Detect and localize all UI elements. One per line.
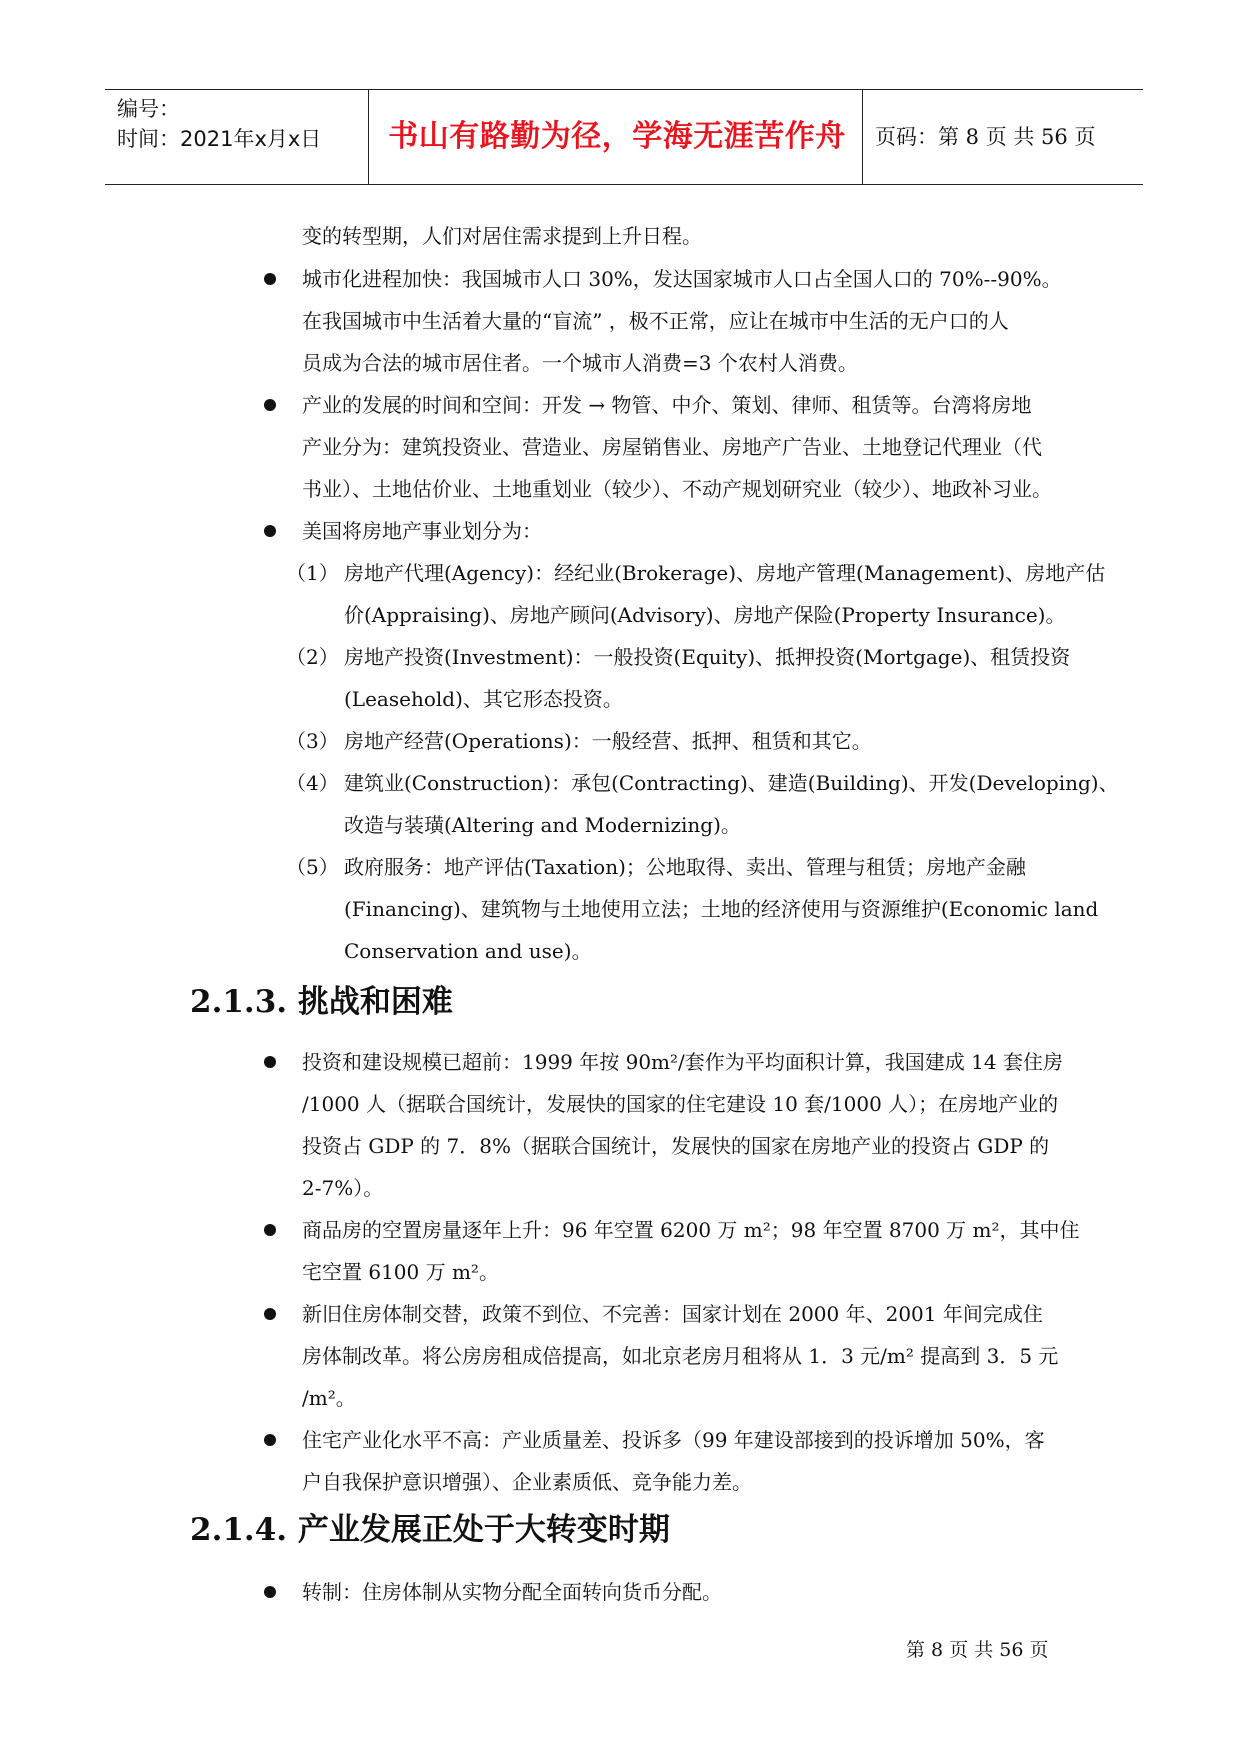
paragraph-line: 美国将房地产事业划分为：	[302, 519, 542, 543]
paragraph-line: 价(Appraising)、房地产顾问(Advisory)、房地产保险(Property Insurance)。	[344, 603, 1066, 627]
page-footer: 第 8 页 共 56 页	[906, 1639, 1049, 1661]
list-number: （4）	[286, 771, 339, 795]
paragraph-line: 住宅产业化水平不高：产业质量差、投诉多（99 年建设部接到的投诉增加 50%，客	[302, 1428, 1045, 1452]
paragraph-line: 书业）、土地估价业、土地重划业（较少）、不动产规划研究业（较少）、地政补习业。	[302, 477, 1052, 501]
paragraph-line: 改造与装璜(Altering and Modernizing)。	[344, 813, 741, 837]
bullet-icon	[264, 1308, 276, 1320]
section-heading: 2.1.4. 产业发展正处于大转变时期	[190, 1512, 670, 1548]
section-heading: 2.1.3. 挑战和困难	[190, 984, 453, 1020]
bullet-icon	[264, 273, 276, 285]
paragraph-line: 员成为合法的城市居住者。一个城市人消费=3 个农村人消费。	[302, 351, 858, 375]
paragraph-line: 2-7%）。	[302, 1176, 384, 1200]
paragraph-line: 在我国城市中生活着大量的“盲流” ，极不正常，应让在城市中生活的无户口的人	[302, 309, 1009, 333]
paragraph-line: Conservation and use)。	[344, 939, 592, 963]
paragraph-line: 房地产经营(Operations)：一般经营、抵押、租赁和其它。	[344, 729, 872, 753]
paragraph-line: 新旧住房体制交替，政策不到位、不完善：国家计划在 2000 年、2001 年间完成住	[302, 1302, 1043, 1326]
bullet-icon	[264, 1224, 276, 1236]
paragraph-line: 转制：住房体制从实物分配全面转向货币分配。	[302, 1580, 722, 1604]
paragraph-line: 投资占 GDP 的 7．8%（据联合国统计，发展快的国家在房地产业的投资占 GDP 的	[302, 1134, 1050, 1158]
paragraph-line: /1000 人（据联合国统计，发展快的国家的住宅建设 10 套/1000 人）；在房地产业的	[302, 1092, 1059, 1116]
list-number: （5）	[286, 855, 339, 879]
paragraph-line: 房体制改革。将公房房租成倍提高，如北京老房月租将从 1．3 元/m² 提高到 3．5 元	[302, 1344, 1059, 1368]
paragraph-line: 投资和建设规模已超前：1999 年按 90m²/套作为平均面积计算，我国建成 14 套住房	[302, 1050, 1063, 1074]
header-number-label: 编号：	[117, 97, 180, 121]
paragraph-line: (Leasehold)、其它形态投资。	[344, 687, 623, 711]
paragraph-line: 商品房的空置房量逐年上升：96 年空置 6200 万 m²；98 年空置 8700 万 m²，其中住	[302, 1218, 1080, 1242]
paragraph-line: (Financing)、建筑物与土地使用立法；土地的经济使用与资源维护(Economic land	[344, 897, 1099, 921]
paragraph-line: 城市化进程加快：我国城市人口 30%，发达国家城市人口占全国人口的 70%--90%。	[302, 267, 1062, 291]
header-page-info: 页码：第 8 页 共 56 页	[875, 125, 1096, 149]
list-number: （3）	[286, 729, 339, 753]
paragraph-line: 房地产投资(Investment)：一般投资(Equity)、抵押投资(Mortgage)、租赁投资	[344, 645, 1071, 669]
paragraph-line: 房地产代理(Agency)：经纪业(Brokerage)、房地产管理(Management)、房地产估	[344, 561, 1106, 585]
bullet-icon	[264, 525, 276, 537]
bullet-icon	[264, 1434, 276, 1446]
paragraph-line: 政府服务：地产评估(Taxation)；公地取得、卖出、管理与租赁；房地产金融	[344, 855, 1026, 879]
paragraph-line: /m²。	[302, 1386, 356, 1410]
bullet-icon	[264, 1056, 276, 1068]
header-time-label: 时间：2021年x月x日	[117, 127, 322, 151]
paragraph-line: 建筑业(Construction)：承包(Contracting)、建造(Building)、开发(Developing)、	[344, 771, 1119, 795]
paragraph-line: 户自我保护意识增强）、企业素质低、竞争能力差。	[302, 1470, 752, 1494]
paragraph-line: 宅空置 6100 万 m²。	[302, 1260, 499, 1284]
bullet-icon	[264, 1586, 276, 1598]
paragraph-line: 产业分为：建筑投资业、营造业、房屋销售业、房地产广告业、土地登记代理业（代	[302, 435, 1042, 459]
paragraph-line: 变的转型期，人们对居住需求提到上升日程。	[302, 224, 702, 248]
list-number: （1）	[286, 561, 339, 585]
bullet-icon	[264, 399, 276, 411]
paragraph-line: 产业的发展的时间和空间：开发 → 物管、中介、策划、律师、租赁等。台湾将房地	[302, 393, 1032, 417]
list-number: （2）	[286, 645, 339, 669]
header-motto: 书山有路勤为径，学海无涯苦作舟	[388, 119, 846, 154]
